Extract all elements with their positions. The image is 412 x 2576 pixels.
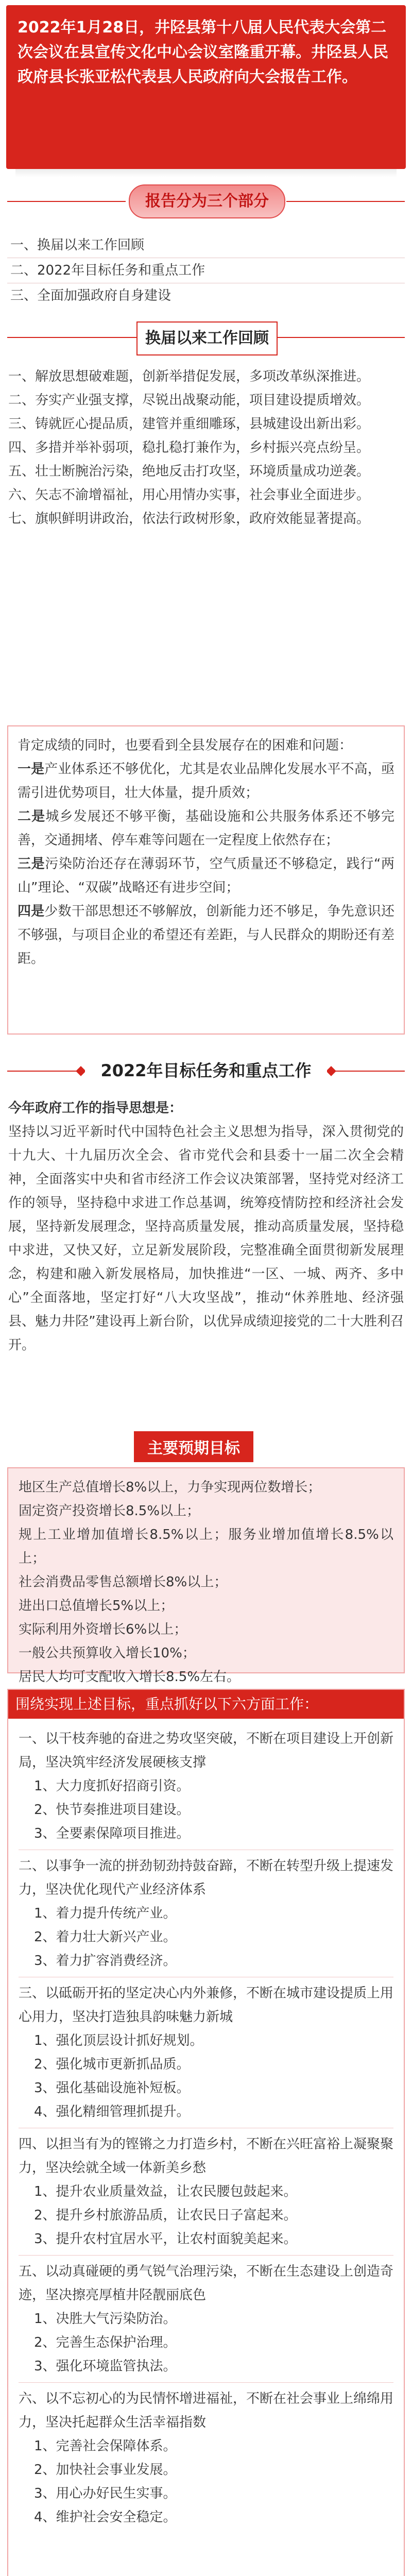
- tasks-tag: 围绕实现上述目标，重点抓好以下六方面工作：: [8, 1690, 404, 1719]
- task-subitem: 2、加快社会事业发展。: [34, 2462, 177, 2478]
- target-item: 社会消费品零售总额增长8%以上；: [19, 1574, 228, 1590]
- problem-text: 产业体系还不够优化，尤其是农业品牌化发展水平不高，亟需引进优势项目，壮大体量，提升质效；: [18, 761, 394, 801]
- review-list: [0, 365, 412, 715]
- task-subitem: 4、强化精细管理抓提升。: [34, 2104, 190, 2120]
- report-parts-pill: [129, 184, 285, 218]
- guiding-ideology: [0, 1096, 412, 1431]
- problem-lead: 三是: [18, 856, 45, 872]
- task-subitem: 3、提升农村宜居水平，让农村面貌美起来。: [34, 2231, 297, 2247]
- tasks-panel: [7, 1689, 405, 2576]
- outline-list: [7, 234, 405, 316]
- report-parts-header: [0, 177, 412, 234]
- problem-lead: 二是: [18, 809, 46, 824]
- problem-item: [18, 757, 394, 805]
- task-subitem: 2、完善生态保护治理。: [34, 2335, 177, 2350]
- task-head: 五、以动真碰硬的勇气锐气治理污染，不断在生态建设上创造奇迹，坚决擦亮厚植井陉靓丽底色: [19, 2264, 394, 2303]
- guiding-text: 坚持以习近平新时代中国特色社会主义思想为指导，深入贯彻党的十九大、十九届历次全会、省市党代会和县委十一届二次全会精神，全面落实中央和省市经济工作会议决策部署，坚持党对经济工作的领导，坚持稳中求进工作总基调，统筹疫情防控和经济社会发展，坚持新发展理念，坚持高质量发展，推动高质量发展，坚持稳中求进，又快又好，立足新发展阶段，完整准确全面贯彻新发展理念，构建和融入新发展格局，加快推进“一区、一城、两齐、多中心”全面落地，坚定打好“八大攻坚战”，推动“休养胜地、经济强县、魅力井陉”建设再上新台阶，以优异成绩迎接党的二十大胜利召开。: [8, 1124, 404, 1353]
- target-item: 一般公共预算收入增长10%；: [19, 1646, 196, 1661]
- report-parts-label: 报告分为三个部分: [145, 192, 269, 210]
- review-item: 二、夯实产业强支撑，尽锐出战聚动能，项目建设提质增效。: [8, 393, 370, 408]
- problems-intro: 肯定成绩的同时，也要看到全县发展存在的困难和问题：: [18, 738, 353, 753]
- task-subitem: 3、强化环境监管执法。: [34, 2359, 177, 2374]
- task-subitem: 3、着力扩容消费经济。: [34, 1953, 177, 1969]
- review-item: 三、铸就匠心提品质，建管并重细雕琢，县城建设出新出彩。: [8, 416, 370, 432]
- task-subitem: 1、着力提升传统产业。: [34, 1906, 177, 1921]
- problem-text: 污染防治还存在薄弱环节，空气质量还不够稳定，践行“两山”理论、“双碳”战略还有进步空间；: [18, 856, 394, 895]
- review-item: 五、壮士断腕治污染，绝地反击打攻坚，环境质量成功逆袭。: [8, 464, 370, 479]
- task-head: 二、以事争一流的拼劲韧劲持鼓奋蹄，不断在转型升级上提速发力，坚决优化现代产业经济体系: [19, 1858, 394, 1897]
- section-2-title: 2022年目标任务和重点工作: [85, 1053, 327, 1088]
- task-subitem: 1、强化顶层设计抓好规划。: [34, 2033, 203, 2048]
- left-rule: [7, 201, 126, 202]
- target-item: 进出口总值增长5%以上；: [19, 1598, 174, 1614]
- task-head: 三、以砥砺开拓的坚定决心内外兼修，不断在城市建设提质上用心用力，坚决打造独具韵味魅力新城: [19, 1986, 394, 2025]
- guiding-head: 今年政府工作的指导思想是：: [8, 1100, 183, 1116]
- review-item: 六、矢志不渝增福祉，用心用情办实事，社会事业全面进步。: [8, 487, 370, 503]
- target-item: 规上工业增加值增长8.5%以上；服务业增加值增长8.5%以上；: [19, 1527, 393, 1566]
- review-item: 七、旗帜鲜明讲政治，依法行政树形象，政府效能显著提高。: [8, 511, 370, 527]
- task-head: 一、以干枝奔驰的奋进之势攻坚突破，不断在项目建设上开创新局，坚决筑牢经济发展硬核支撑: [19, 1731, 394, 1770]
- task-subitem: 1、完善社会保障体系。: [34, 2438, 177, 2454]
- task-subitem: 3、全要素保障项目推进。: [34, 1826, 190, 1841]
- diamond-marker: [76, 1066, 86, 1076]
- task-subitem: 4、维护社会安全稳定。: [34, 2510, 177, 2525]
- outline-item: 二、2022年目标任务和重点工作: [10, 263, 205, 278]
- outline-item: 三、全面加强政府自身建设: [10, 288, 171, 303]
- task-subitem: 2、提升乡村旅游品质，让农民日子富起来。: [34, 2208, 297, 2223]
- section-1-title: 换届以来工作回顾: [136, 321, 278, 355]
- targets-tag: 主要预期目标: [134, 1431, 253, 1462]
- review-item: 一、解放思想破难题，创新举措促发展，多项改革纵深推进。: [8, 369, 370, 384]
- outline-item: 一、换届以来工作回顾: [10, 238, 145, 253]
- right-rule: [286, 201, 405, 202]
- task-subitem: 2、快节奏推进项目建设。: [34, 1802, 190, 1818]
- task-subitem: 2、着力壮大新兴产业。: [34, 1929, 177, 1945]
- task-divider: [19, 2382, 393, 2383]
- task-divider: [19, 2255, 393, 2256]
- review-item: 四、多措并举补弱项，稳扎稳打兼作为，乡村振兴亮点纷呈。: [8, 440, 370, 455]
- task-head: 四、以担当有为的铿锵之力打造乡村，不断在兴旺富裕上凝聚聚力，坚决绘就全域一体新美乡愁: [19, 2137, 394, 2176]
- targets-tag-row: [0, 1431, 412, 1467]
- problem-item: [18, 852, 394, 900]
- task-subitem: 3、强化基础设施补短板。: [34, 2080, 190, 2096]
- diamond-marker: [326, 1066, 336, 1076]
- task-subitem: 1、大力度抓好招商引资。: [34, 1778, 190, 1794]
- targets-panel: [7, 1467, 405, 1685]
- problem-lead: 四是: [18, 904, 45, 919]
- target-item: 地区生产总值增长8%以上，力争实现两位数增长；: [19, 1480, 321, 1495]
- task-head: 六、以不忘初心的为民情怀增进福祉，不断在社会事业上绵绵用力，坚决托起群众生活幸福指数: [19, 2391, 394, 2430]
- task-subitem: 3、用心办好民生实事。: [34, 2486, 177, 2501]
- task-subitem: 1、决胜大气污染防治。: [34, 2311, 177, 2327]
- target-item: 实际利用外资增长6%以上；: [19, 1622, 187, 1637]
- problem-item: [18, 900, 394, 971]
- target-item: 居民人均可支配收入增长8.5%左右。: [19, 1669, 241, 1685]
- banner-shadow: [15, 169, 397, 177]
- task-subitem: 2、强化城市更新抓品质。: [34, 2057, 190, 2072]
- target-item: 固定资产投资增长8.5%以上；: [19, 1503, 200, 1519]
- intro-banner: 2022年1月28日，井陉县第十八届人民代表大会第二次会议在县宣传文化中心会议室隆重开幕。井陉县人民政府县长张亚松代表县人民政府向大会报告工作。: [6, 5, 406, 169]
- problem-text: 少数干部思想还不够解放，创新能力还不够足，争先意识还不够强，与项目企业的希望还有差距，与人民群众的期盼还有差距。: [18, 904, 394, 967]
- problem-lead: 一是: [18, 761, 45, 777]
- section-1-header: [0, 316, 412, 360]
- problem-item: [18, 805, 394, 852]
- section-2-header: [0, 1045, 412, 1096]
- problem-text: 城乡发展还不够平衡，基础设施和公共服务体系还不够完善，交通拥堵、停车难等问题在一定程度上依然存在；: [18, 809, 394, 848]
- task-subitem: 1、提升农业质量效益，让农民腰包鼓起来。: [34, 2184, 297, 2199]
- problems-box: [7, 725, 405, 1035]
